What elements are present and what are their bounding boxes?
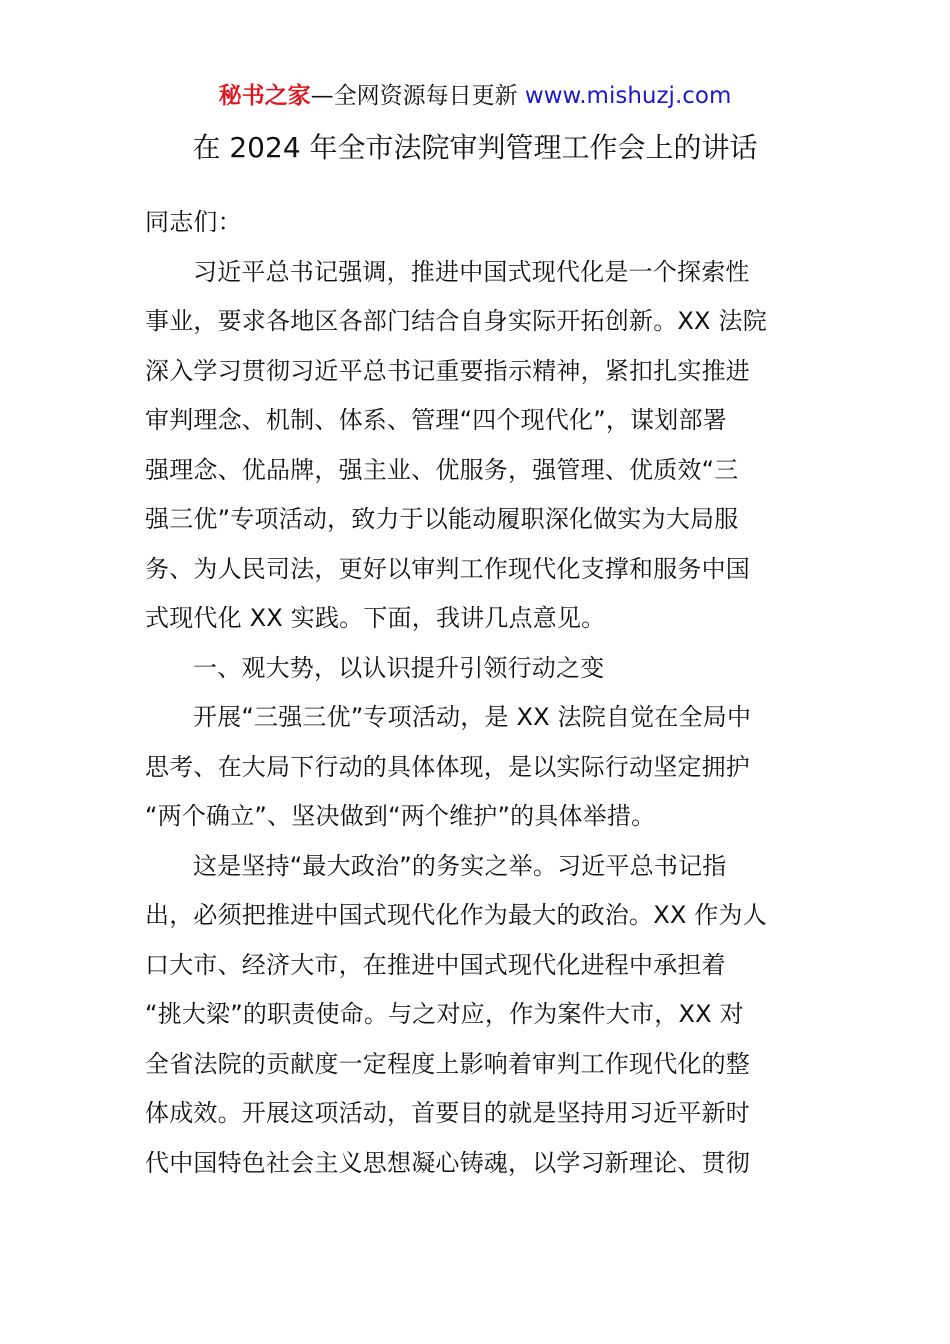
paragraph-line: 出，必须把推进中国式现代化作为最大的政治。XX 作为人 <box>145 901 767 929</box>
paragraph-line: 审判理念、机制、体系、管理“四个现代化”，谋划部署 <box>145 406 727 434</box>
document-title: 在 2024 年全市法院审判管理工作会上的讲话 <box>192 131 758 164</box>
paragraph-line: 习近平总书记强调，推进中国式现代化是一个探索性 <box>193 257 750 286</box>
paragraph-line: “挑大梁”的职责使命。与之对应，作为案件大市，XX 对 <box>145 1000 744 1028</box>
paragraph-line: 体成效。开展这项活动，首要目的就是坚持用习近平新时 <box>145 1099 750 1127</box>
paragraph-line: 式现代化 XX 实践。下面，我讲几点意见。 <box>145 604 606 632</box>
brand-name: 秘书之家 <box>218 83 311 109</box>
document-body <box>145 198 810 1188</box>
paragraph-line: 深入学习贯彻习近平总书记重要指示精神，紧扣扎实推进 <box>145 356 750 385</box>
salutation: 同志们： <box>145 208 242 236</box>
paragraph-line: 思考、在大局下行动的具体体现，是以实际行动坚定拥护 <box>145 752 750 781</box>
paragraph-line: 代中国特色社会主义思想凝心铸魂，以学习新理论、贯彻 <box>145 1148 750 1177</box>
site-header <box>0 80 950 112</box>
section-heading: 一、观大势，以认识提升引领行动之变 <box>193 653 605 682</box>
paragraph-line: 口大市、经济大市，在推进中国式现代化进程中承担着 <box>145 950 726 979</box>
paragraph-line: 强理念、优品牌，强主业、优服务，强管理、优质效“三 <box>145 455 739 484</box>
paragraph-line: 全省法院的贡献度一定程度上影响着审判工作现代化的整 <box>145 1049 750 1078</box>
site-tagline: —全网资源每日更新 <box>310 83 525 109</box>
paragraph-line: 开展“三强三优”专项活动，是 XX 法院自觉在全局中 <box>193 703 752 731</box>
paragraph-line: 务、为人民司法，更好以审判工作现代化支撑和服务中国 <box>145 554 750 583</box>
paragraph-line: 强三优”专项活动，致力于以能动履职深化做实为大局服 <box>145 505 739 533</box>
paragraph-line: 事业，要求各地区各部门结合自身实际开拓创新。XX 法院 <box>145 307 767 335</box>
paragraph-line: “两个确立”、坚决做到“两个维护”的具体举措。 <box>145 802 656 830</box>
paragraph-line: 这是坚持“最大政治”的务实之举。习近平总书记指 <box>193 851 727 880</box>
site-url-link[interactable]: www.mishuzj.com <box>524 83 732 109</box>
